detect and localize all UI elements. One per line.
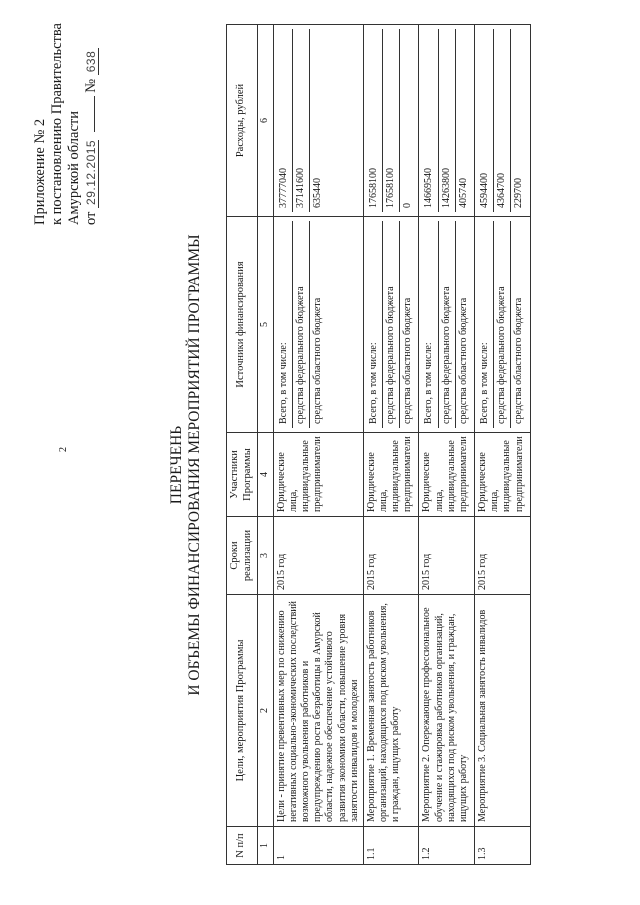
title-line-1: ПЕРЕЧЕНЬ (168, 425, 185, 505)
row-sources (273, 217, 363, 433)
row-sources (475, 217, 531, 433)
source-federal: средства федерального бюджета (382, 221, 399, 428)
source-total: Всего, в том числе: (367, 342, 379, 424)
column-number: 3 (257, 517, 273, 595)
expense-regional: 0 (399, 29, 416, 212)
table-header-row (227, 25, 258, 865)
row-name: Мероприятие 2. Опережающее профессиональное обучение и стажировка работников организаций, находящихся под риском увольнения, и граждан, ищущих работу (419, 595, 475, 827)
document-title (168, 215, 204, 715)
row-sources (419, 217, 475, 433)
source-total: Всего, в том числе: (423, 342, 435, 424)
appendix-block (32, 15, 100, 225)
finance-table (226, 24, 531, 865)
header-expenses: Расходы, рублей (227, 25, 258, 217)
header-number: N п/п (227, 827, 258, 865)
source-federal: средства федерального бюджета (493, 221, 510, 428)
row-period: 2015 год (475, 517, 531, 595)
appendix-title: Приложение № 2 (32, 118, 48, 225)
source-regional: средства областного бюджета (510, 221, 527, 428)
expense-federal: 14263800 (438, 29, 455, 212)
date-prefix: от (83, 211, 100, 225)
number-prefix: № (83, 78, 100, 93)
decree-date: 29.12.2015 (84, 140, 99, 208)
column-number: 4 (257, 433, 273, 517)
row-name: Мероприятие 1. Временная занятость работников организаций, находящихся под риском увольнения, и граждан, ищущих работу (363, 595, 419, 827)
expense-federal: 37141600 (292, 29, 309, 212)
appendix-decree: к постановлению Правительства (49, 23, 66, 225)
decree-number-field (94, 96, 95, 132)
source-total: Всего, в том числе: (277, 342, 289, 424)
row-participants: Юридические лица, индивидуальные предприниматели (363, 433, 419, 517)
decree-number: 638 (84, 48, 99, 76)
source-regional: средства областного бюджета (309, 221, 326, 428)
row-participants: Юридические лица, индивидуальные предприниматели (419, 433, 475, 517)
row-number: 1.2 (419, 827, 475, 865)
table-row (419, 25, 475, 865)
column-number: 5 (257, 217, 273, 433)
row-expenses (273, 25, 363, 217)
expense-total: 17658100 (367, 168, 379, 208)
expense-regional: 635440 (309, 29, 326, 212)
header-goals: Цели, мероприятия Программы (227, 595, 258, 827)
row-name: Цели - принятие превентивных мер по снижению негативных социально-экономических последствий возможного увольнения работников и предупреждению роста безработицы в Амурской области, надежное обеспечение устойчивого развития экономики области, повышение уровня занятости инвалидов и молодежи (273, 595, 363, 827)
source-regional: средства областного бюджета (399, 221, 416, 428)
source-total: Всего, в том числе: (479, 342, 491, 424)
header-sources: Источники финансирования (227, 217, 258, 433)
column-number: 1 (257, 827, 273, 865)
source-federal: средства федерального бюджета (438, 221, 455, 428)
row-expenses (363, 25, 419, 217)
column-number: 2 (257, 595, 273, 827)
appendix-date-line (83, 15, 100, 225)
row-expenses (419, 25, 475, 217)
row-participants: Юридические лица, индивидуальные предприниматели (475, 433, 531, 517)
expense-total: 14669540 (423, 168, 435, 208)
expense-federal: 4364700 (493, 29, 510, 212)
table-row (363, 25, 419, 865)
row-period: 2015 год (273, 517, 363, 595)
header-period: Сроки реализации (227, 517, 258, 595)
row-sources (363, 217, 419, 433)
page-number: 2 (58, 447, 69, 452)
expense-regional: 405740 (455, 29, 472, 212)
row-period: 2015 год (363, 517, 419, 595)
row-number: 1.3 (475, 827, 531, 865)
expense-total: 4594400 (479, 173, 491, 208)
expense-total: 37777040 (277, 168, 289, 208)
appendix-region: Амурской области (66, 111, 83, 225)
expense-regional: 229700 (510, 29, 527, 212)
table-row (475, 25, 531, 865)
title-line-2: И ОБЪЕМЫ ФИНАНСИРОВАНИЯ МЕРОПРИЯТИЙ ПРОГРАММЫ (185, 234, 203, 696)
row-number: 1.1 (363, 827, 419, 865)
header-participants: Участники Программы (227, 433, 258, 517)
column-number: 6 (257, 25, 273, 217)
column-numbering-row (257, 25, 273, 865)
row-number: 1 (273, 827, 363, 865)
source-federal: средства федерального бюджета (292, 221, 309, 428)
expense-federal: 17658100 (382, 29, 399, 212)
row-participants: Юридические лица, индивидуальные предприниматели (273, 433, 363, 517)
row-name: Мероприятие 3. Социальная занятость инвалидов (475, 595, 531, 827)
row-period: 2015 год (419, 517, 475, 595)
row-expenses (475, 25, 531, 217)
table-row (273, 25, 363, 865)
source-regional: средства областного бюджета (455, 221, 472, 428)
